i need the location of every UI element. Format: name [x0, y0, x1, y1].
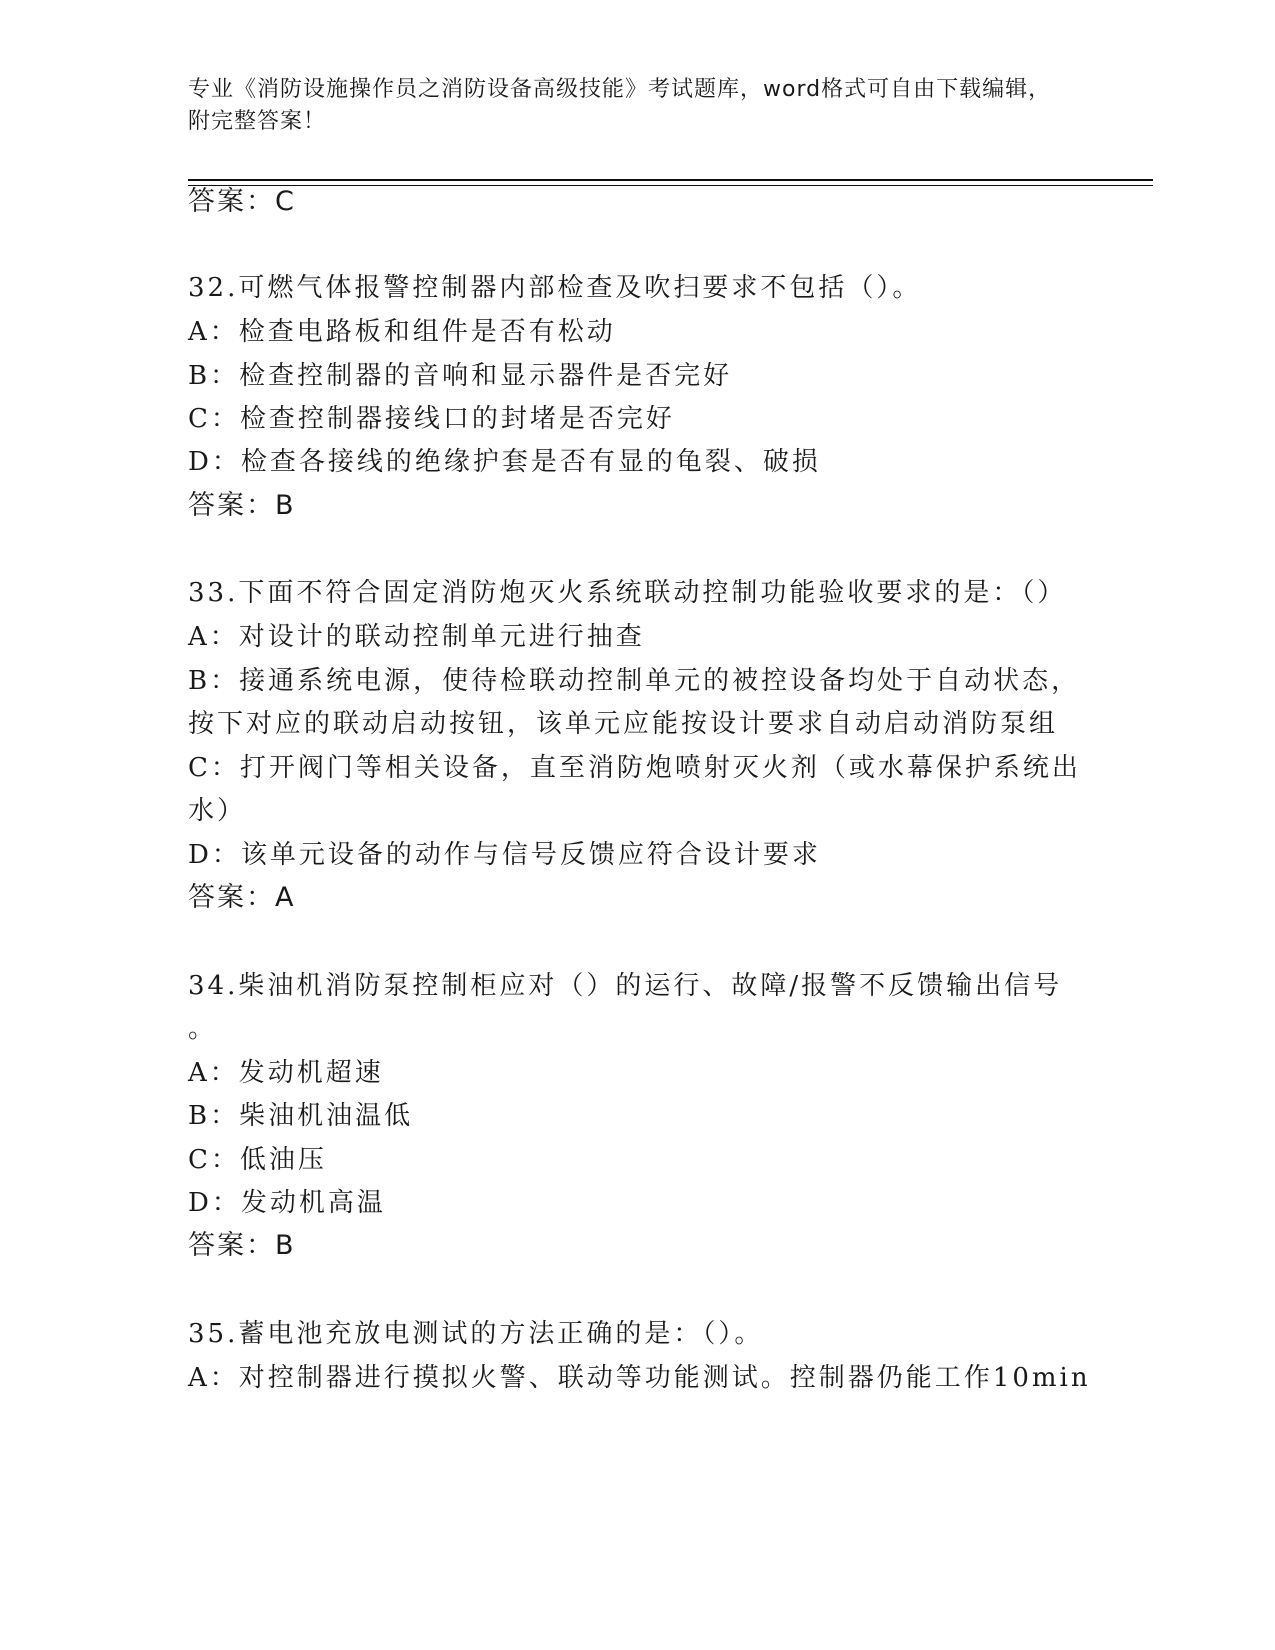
question-32-option-d: D：检查各接线的绝缘护套是否有显的龟裂、破损 [188, 447, 821, 477]
question-33-stem: 33.下面不符合固定消防炮灭火系统联动控制功能验收要求的是：（） [188, 578, 1067, 608]
question-33-option-c: C：打开阀门等相关设备，直至消防炮喷射灭火剂（或水幕保护系统出 [188, 753, 1081, 783]
question-34-option-c: C：低油压 [188, 1145, 327, 1175]
question-33-option-a: A：对设计的联动控制单元进行抽查 [188, 622, 645, 652]
answer-31: 答案：C [188, 186, 296, 217]
question-32-option-b: B：检查控制器的音响和显示器件是否完好 [188, 361, 733, 391]
question-32-answer: 答案：B [188, 490, 296, 521]
question-34-stem: 34.柴油机消防泵控制柜应对（）的运行、故障/报警不反馈输出信号 [188, 971, 1063, 1001]
question-34-option-b: B：柴油机油温低 [188, 1101, 414, 1131]
document-header: 专业《消防设施操作员之消防设备高级技能》考试题库，word格式可自由下载编辑，附完整答案！ [188, 77, 1052, 134]
question-33-option-d: D：该单元设备的动作与信号反馈应符合设计要求 [188, 840, 821, 870]
question-34-option-a: A：发动机超速 [188, 1058, 384, 1088]
question-34-answer: 答案：B [188, 1230, 296, 1261]
question-32-option-c: C：检查控制器接线口的封堵是否完好 [188, 404, 675, 434]
question-33-answer: 答案：A [188, 882, 296, 913]
question-33-option-b-cont: 按下对应的联动启动按钮，该单元应能按设计要求自动启动消防泵组 [188, 709, 1059, 739]
question-34-option-d: D：发动机高温 [188, 1188, 386, 1218]
question-35-option-a: A：对控制器进行摸拟火警、联动等功能测试。控制器仍能工作10min [188, 1363, 1091, 1393]
question-32-option-a: A：检查电路板和组件是否有松动 [188, 317, 616, 347]
question-33-option-c-cont: 水） [188, 796, 247, 826]
question-33-option-b: B：接通系统电源，使待检联动控制单元的被控设备均处于自动状态， [188, 666, 1081, 696]
question-35-stem: 35.蓄电池充放电测试的方法正确的是：（）。 [188, 1319, 764, 1349]
question-34-stem-cont: 。 [188, 1014, 218, 1044]
header-rule-thin [188, 185, 1153, 186]
header-rule [188, 179, 1153, 181]
question-32-stem: 32.可燃气体报警控制器内部检查及吹扫要求不包括（）。 [188, 273, 922, 303]
